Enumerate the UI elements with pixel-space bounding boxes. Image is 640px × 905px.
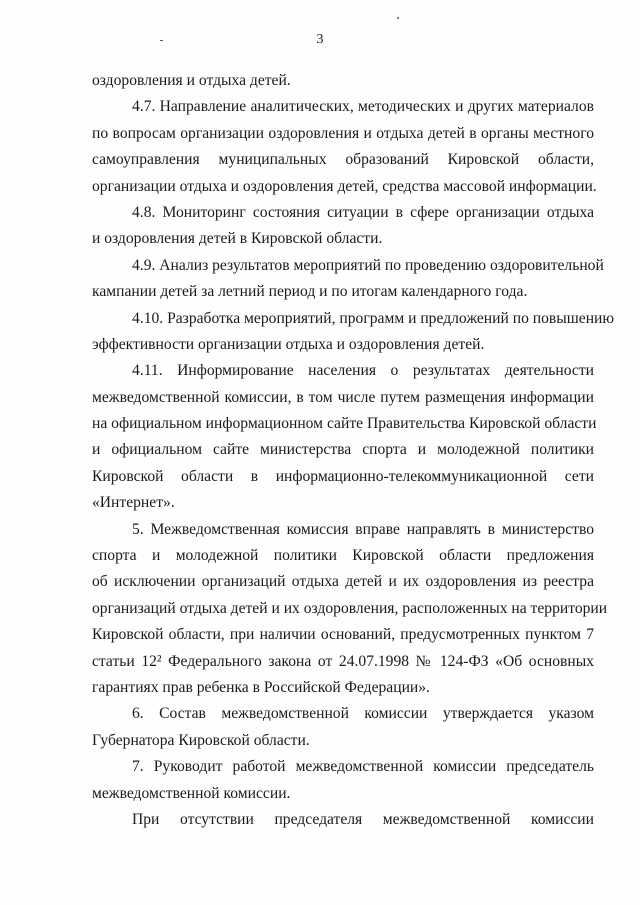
text-line: межведомственной комиссии, в том числе путем размещения информации (92, 388, 594, 406)
text-line: об исключении организаций отдыха детей и их оздоровления из реестра (92, 573, 594, 591)
text-line: самоуправления муниципальных образований Кировской области, (92, 151, 594, 169)
text-line: статьи 12² Федерального закона от 24.07.1998 № 124-ФЗ «Об основных (92, 652, 594, 670)
text-line: на официальном информационном сайте Правительства Кировской области (92, 415, 597, 433)
text-line: оздоровления и отдыха детей. (92, 72, 291, 89)
text-line: и официальном сайте министерства спорта и молодежной политики (92, 441, 594, 459)
text-line: 4.7. Направление аналитических, методических и других материалов (132, 98, 594, 116)
text-line: 5. Межведомственная комиссия вправе направлять в министерство (132, 520, 594, 538)
text-line: 4.10. Разработка мероприятий, программ и предложений по повышению (132, 309, 615, 327)
text-line: по вопросам организации оздоровления и отдыха детей в органы местного (92, 124, 594, 142)
text-line: спорта и молодежной политики Кировской области предложения (92, 547, 594, 565)
text-line: 4.11. Информирование населения о результатах деятельности (132, 362, 594, 380)
text-line: кампании детей за летний период и по итогам календарного года. (92, 283, 528, 301)
document-body (92, 68, 615, 833)
text-line: гарантиях прав ребенка в Российской Федерации». (92, 678, 430, 696)
text-line: Губернатора Кировской области. (92, 731, 310, 749)
text-line: 7. Руководит работой межведомственной комиссии председатель (132, 758, 594, 776)
text-line: При отсутствии председателя межведомственной комиссии (132, 810, 594, 828)
text-line: организаций отдыха детей и их оздоровления, расположенных на территории (92, 599, 608, 617)
text-line: 4.8. Мониторинг состояния ситуации в сфере организации отдыха (132, 203, 594, 221)
text-line: межведомственной комиссии. (92, 784, 291, 802)
text-line: 6. Состав межведомственной комиссии утверждается указом (132, 705, 594, 723)
text-line: «Интернет». (92, 494, 175, 512)
scan-speck (397, 17, 399, 19)
scan-speck (160, 40, 163, 41)
page-number: 3 (316, 32, 324, 47)
text-line: Кировской области, при наличии оснований, предусмотренных пунктом 7 (92, 626, 594, 644)
text-line: и оздоровления детей в Кировской области. (92, 230, 383, 248)
text-line: Кировской области в информационно-телекоммуникационной сети (92, 467, 594, 485)
text-line: эффективности организации отдыха и оздоровления детей. (92, 335, 485, 353)
text-line: организации отдыха и оздоровления детей, средства массовой информации. (92, 177, 597, 195)
text-line: 4.9. Анализ результатов мероприятий по проведению оздоровительной (132, 256, 604, 274)
